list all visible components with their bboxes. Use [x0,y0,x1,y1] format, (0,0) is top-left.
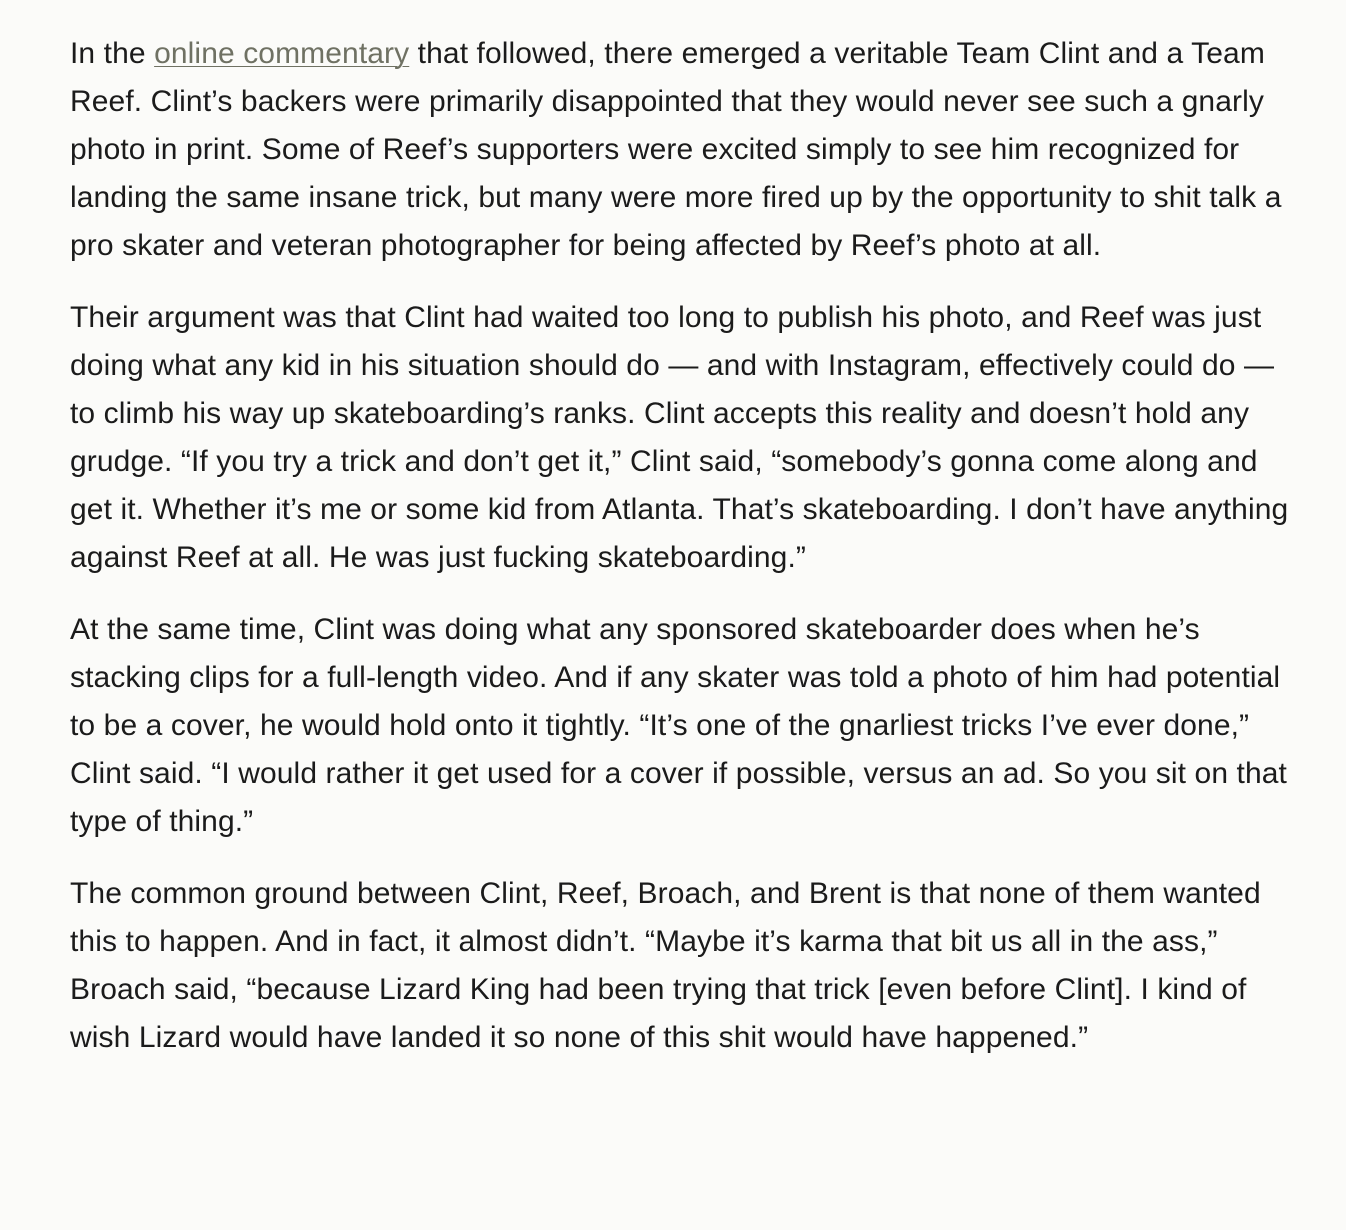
paragraph-1 [70,30,1296,270]
online-commentary-link[interactable]: online commentary [154,37,410,70]
paragraph-1-lead: In the [70,37,155,70]
paragraph-2: Their argument was that Clint had waited too long to publish his photo, and Reef was just doing what any kid in his situation should do — and with Instagram, effectively could do — to climb his way up skateboarding’s ranks. Clint accepts this reality and doesn’t hold any grudge. “If you try a trick and don’t get it,” Clint said, “somebody’s gonna come along and get it. Whether it’s me or some kid from Atlanta. That’s skateboarding. I don’t have anything against Reef at all. He was just fucking skateboarding.” [70,301,1289,574]
paragraph-1-rest: that followed, there emerged a veritable Team Clint and a Team Reef. Clint’s backers were primarily disappointed that they would never see such a gnarly photo in print. Some of Reef’s supporters were excited simply to see him recognized for landing the same insane trick, but many were more fired up by the opportunity to shit talk a pro skater and veteran photographer for being affected by Reef’s photo at all. [70,37,1282,262]
paragraph-4: The common ground between Clint, Reef, Broach, and Brent is that none of them wanted this to happen. And in fact, it almost didn’t. “Maybe it’s karma that bit us all in the ass,” Broach said, “because Lizard King had been trying that trick [even before Clint]. I kind of wish Lizard would have landed it so none of this shit would have happened.” [70,877,1261,1054]
paragraph-3: At the same time, Clint was doing what any sponsored skateboarder does when he’s stacking clips for a full-length video. And if any skater was told a photo of him had potential to be a cover, he would hold onto it tightly. “It’s one of the gnarliest tricks I’ve ever done,” Clint said. “I would rather it get used for a cover if possible, versus an ad. So you sit on that type of thing.” [70,613,1287,838]
article-body [70,30,1296,1086]
